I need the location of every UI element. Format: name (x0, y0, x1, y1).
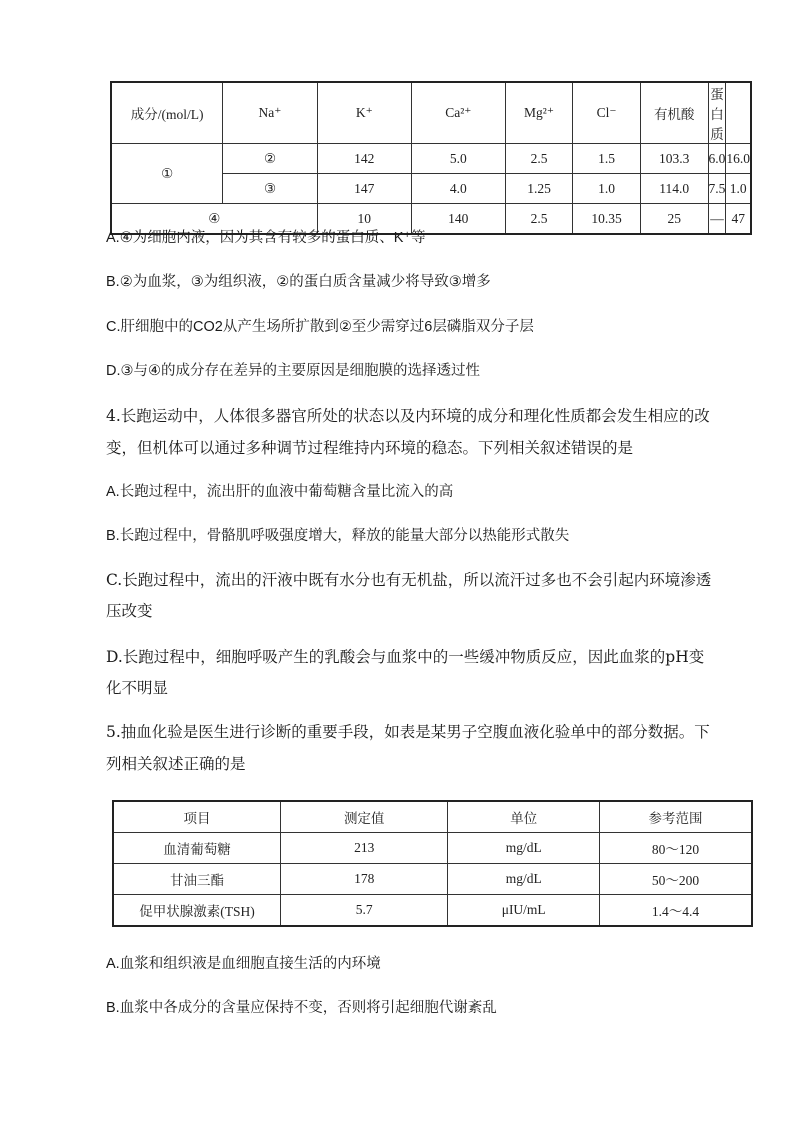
table-row (113, 895, 752, 927)
header-cell: 测定值 (280, 801, 447, 833)
table-cell: 47 (726, 204, 751, 235)
table-cell: 1.4～4.4 (599, 895, 752, 927)
table-cell: mg/dL (448, 833, 600, 864)
header-cell: Na⁺ (223, 82, 317, 144)
table-cell: 16.0 (726, 144, 751, 174)
header-cell: 参考范围 (599, 801, 752, 833)
q4-stem-line2: 变，但机体可以通过多种调节过程维持内环境的稳态。下列相关叙述错误的是 (106, 439, 634, 457)
group-label-cell: ① (111, 144, 223, 204)
table-cell: 4.0 (411, 174, 505, 204)
table-cell: mg/dL (448, 864, 600, 895)
table-cell: 1.5 (573, 144, 641, 174)
table-cell: 6.0 (708, 144, 726, 174)
table-header-row (111, 82, 751, 144)
table-cell: 1.0 (573, 174, 641, 204)
header-cell: 成分/(mol/L) (111, 82, 223, 144)
table-cell: 213 (280, 833, 447, 864)
table-row (111, 144, 751, 174)
table-cell: 25 (640, 204, 708, 235)
header-cell: Cl⁻ (573, 82, 641, 144)
table-cell: 50～200 (599, 864, 752, 895)
q5-stem-line2: 列相关叙述正确的是 (106, 755, 246, 773)
q4-option-d-line2: 化不明显 (106, 679, 169, 697)
table-cell: 103.3 (640, 144, 708, 174)
row-label-cell: ② (223, 144, 317, 174)
table-cell: 促甲状腺激素(TSH) (113, 895, 280, 927)
q5-option-a: A.血浆和组织液是血细胞直接生活的内环境 (106, 956, 381, 972)
q4-stem-line1: 4.长跑运动中，人体很多器官所处的状态以及内环境的成分和理化性质都会发生相应的改 (106, 407, 710, 425)
table-header-row (113, 801, 752, 833)
q5-stem-line1: 5.抽血化验是医生进行诊断的重要手段，如表是某男子空腹血液化验单中的部分数据。下 (106, 723, 710, 741)
table-cell: 5.7 (280, 895, 447, 927)
row-label-cell: ③ (223, 174, 317, 204)
blood-test-table (112, 800, 753, 927)
table-cell: 178 (280, 864, 447, 895)
table-cell: 甘油三酯 (113, 864, 280, 895)
table-cell: 血清葡萄糖 (113, 833, 280, 864)
table-cell: 142 (317, 144, 411, 174)
q3-option-c: C.肝细胞中的CO2从产生场所扩散到②至少需穿过6层磷脂双分子层 (106, 319, 534, 335)
table-cell: 10.35 (573, 204, 641, 235)
table-cell: 5.0 (411, 144, 505, 174)
row-label-cell: ④ (111, 204, 317, 235)
table-cell: 140 (411, 204, 505, 235)
table-cell: 147 (317, 174, 411, 204)
table-cell: 1.0 (726, 174, 751, 204)
header-cell: 项目 (113, 801, 280, 833)
q4-option-a: A.长跑过程中，流出肝的血液中葡萄糖含量比流入的高 (106, 484, 454, 500)
table-row (113, 864, 752, 895)
table-cell: 114.0 (640, 174, 708, 204)
header-cell: Mg²⁺ (505, 82, 573, 144)
table-row (113, 833, 752, 864)
table-cell: 10 (317, 204, 411, 235)
table-cell: 1.25 (505, 174, 573, 204)
q4-option-d-line1: D.长跑过程中，细胞呼吸产生的乳酸会与血浆中的一些缓冲物质反应，因此血浆的pH变 (106, 648, 705, 666)
table-cell: — (708, 204, 726, 235)
header-cell: K⁺ (317, 82, 411, 144)
q4-option-c-line2: 压改变 (106, 602, 153, 620)
q3-option-d: D.③与④的成分存在差异的主要原因是细胞膜的选择透过性 (106, 363, 480, 379)
header-cell: 有机酸 (640, 82, 708, 144)
table-cell: μIU/mL (448, 895, 600, 927)
q5-option-b: B.血浆中各成分的含量应保持不变，否则将引起细胞代谢紊乱 (106, 1000, 497, 1016)
q4-option-c-line1: C.长跑过程中，流出的汗液中既有水分也有无机盐，所以流汗过多也不会引起内环境渗透 (106, 571, 712, 589)
table-cell: 7.5 (708, 174, 726, 204)
table-cell: 2.5 (505, 144, 573, 174)
q3-option-b: B.②为血浆，③为组织液，②的蛋白质含量减少将导致③增多 (106, 274, 491, 290)
ion-composition-table (110, 81, 752, 235)
header-cell: 单位 (448, 801, 600, 833)
table-cell: 2.5 (505, 204, 573, 235)
q3-option-a: A.④为细胞内液，因为其含有较多的蛋白质、K⁺等 (106, 230, 426, 246)
header-cell: 蛋白质 (708, 82, 726, 144)
table-cell: 80～120 (599, 833, 752, 864)
q4-option-b: B.长跑过程中，骨骼肌呼吸强度增大，释放的能量大部分以热能形式散失 (106, 528, 570, 544)
header-cell: Ca²⁺ (411, 82, 505, 144)
